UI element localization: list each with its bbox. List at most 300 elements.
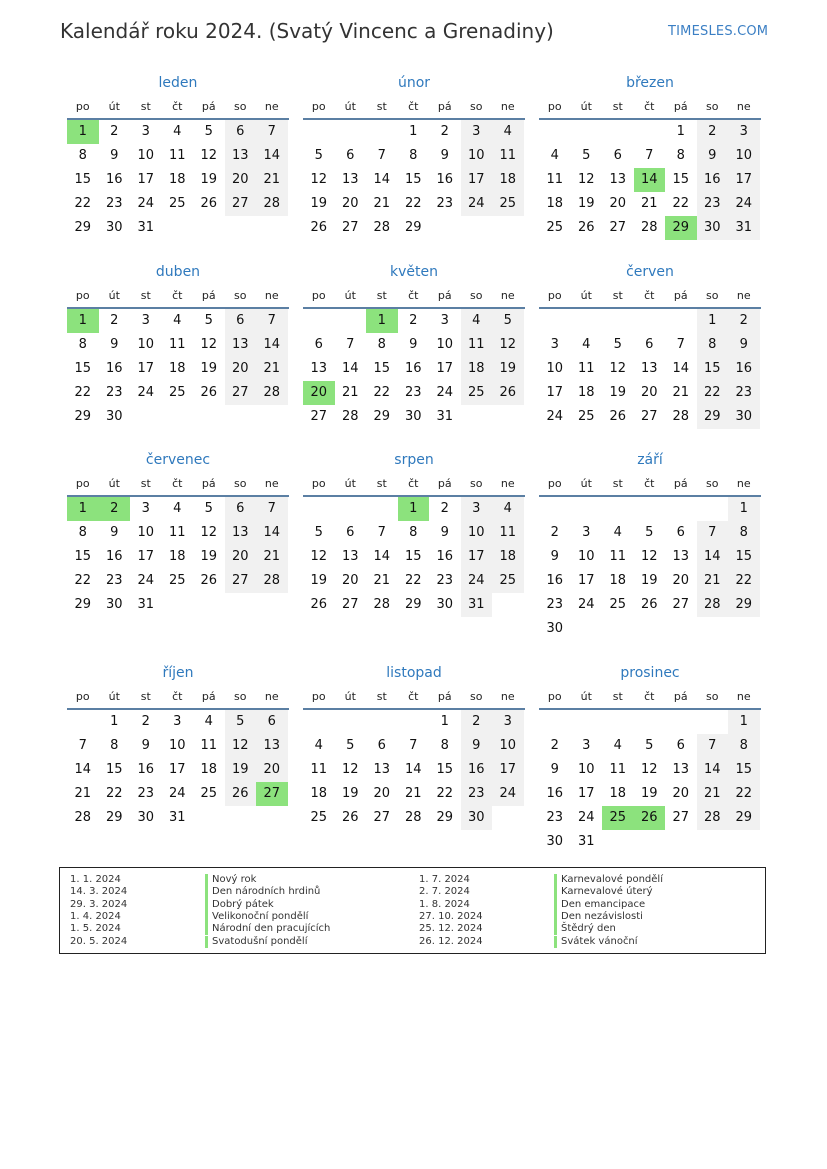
weekday-label: pá	[437, 99, 452, 113]
day-cell: 2	[440, 124, 449, 139]
day-cell: 30	[546, 621, 564, 636]
day-cell: 26	[310, 597, 328, 612]
empty-cell	[602, 120, 634, 144]
day-cell: 20	[640, 385, 658, 400]
week-row	[67, 192, 289, 216]
weekday-label: út	[580, 288, 592, 302]
day-cell: 24	[546, 409, 564, 424]
day-cell: 7	[346, 337, 355, 352]
legend-holiday-name: Dobrý pátek	[205, 899, 274, 911]
day-cell: 25	[310, 810, 328, 825]
day-cell: 31	[577, 834, 595, 849]
empty-cell	[634, 710, 666, 734]
month-5	[303, 261, 525, 429]
day-cell: 20	[609, 196, 627, 211]
day-cell: 15	[404, 549, 422, 564]
day-cell: 7	[78, 738, 87, 753]
day-cell: 21	[640, 196, 658, 211]
day-cell: 28	[256, 381, 288, 405]
day-cell: 15	[74, 549, 92, 564]
weekday-label: st	[140, 288, 151, 302]
day-cell: 22	[672, 196, 690, 211]
weekday-header	[539, 684, 761, 710]
legend-entry	[70, 886, 320, 898]
day-cell: 28	[256, 192, 288, 216]
day-cell: 31	[137, 597, 155, 612]
week-row	[303, 357, 525, 381]
day-cell: 29	[373, 409, 391, 424]
legend-holiday-name: Karnevalové pondělí	[554, 874, 663, 886]
day-cell: 19	[225, 758, 257, 782]
day-cell: 2	[461, 710, 493, 734]
day-cell: 11	[492, 144, 524, 168]
empty-cell	[225, 806, 257, 830]
legend-date: 25. 12. 2024	[419, 923, 483, 935]
week-row	[539, 734, 761, 758]
day-cell: 17	[461, 168, 493, 192]
day-cell: 5	[645, 525, 654, 540]
weekday-label: ne	[736, 476, 751, 490]
day-cell: 28	[404, 810, 422, 825]
day-cell: 27	[373, 810, 391, 825]
day-cell: 14	[256, 144, 288, 168]
day-cell: 4	[550, 148, 559, 163]
weekday-label: út	[344, 99, 356, 113]
month-name: únor	[397, 75, 431, 91]
weekday-label: čt	[172, 288, 183, 302]
day-cell: 5	[613, 337, 622, 352]
legend-date: 1. 8. 2024	[419, 898, 470, 910]
day-cell: 10	[137, 525, 155, 540]
legend-date: 1. 5. 2024	[70, 923, 121, 935]
day-cell: 16	[461, 758, 493, 782]
day-cell: 26	[577, 220, 595, 235]
holiday-day-cell: 20	[303, 381, 335, 405]
day-cell: 10	[461, 521, 493, 545]
month-name: září	[637, 452, 663, 468]
weekday-label: pá	[673, 99, 688, 113]
day-cell: 8	[78, 148, 87, 163]
weekday-label: po	[311, 476, 326, 490]
day-cell: 17	[577, 573, 595, 588]
day-cell: 11	[168, 148, 186, 163]
day-cell: 26	[640, 597, 658, 612]
week-row	[303, 569, 525, 593]
empty-cell	[728, 830, 760, 854]
holiday-day-cell: 25	[602, 806, 634, 830]
day-cell: 29	[697, 405, 729, 429]
day-cell: 15	[74, 172, 92, 187]
day-cell: 29	[105, 810, 123, 825]
day-cell: 16	[105, 172, 123, 187]
day-cell: 24	[461, 192, 493, 216]
day-cell: 30	[546, 834, 564, 849]
day-cell: 9	[440, 525, 449, 540]
day-cell: 22	[728, 782, 760, 806]
day-cell: 10	[577, 549, 595, 564]
week-row	[303, 521, 525, 545]
month-11	[303, 662, 525, 830]
day-cell: 3	[141, 501, 150, 516]
day-cell: 25	[461, 381, 493, 405]
holiday-day-cell: 1	[398, 497, 430, 521]
day-cell: 19	[341, 786, 359, 801]
day-cell: 12	[640, 762, 658, 777]
day-cell: 29	[404, 597, 422, 612]
legend-holiday-name: Národní den pracujících	[205, 923, 330, 935]
weekday-label: čt	[644, 689, 655, 703]
day-cell: 21	[373, 573, 391, 588]
weekday-label: po	[311, 99, 326, 113]
day-cell: 29	[74, 597, 92, 612]
day-cell: 21	[74, 786, 92, 801]
day-cell: 3	[728, 120, 760, 144]
day-cell: 25	[168, 385, 186, 400]
day-cell: 11	[577, 361, 595, 376]
day-cell: 4	[613, 738, 622, 753]
day-cell: 10	[577, 762, 595, 777]
week-row	[539, 521, 761, 545]
empty-cell	[539, 120, 571, 144]
day-cell: 31	[168, 810, 186, 825]
day-cell: 1	[409, 124, 418, 139]
day-cell: 31	[728, 216, 760, 240]
legend-entry	[70, 936, 307, 948]
day-cell: 14	[672, 361, 690, 376]
day-cell: 18	[609, 573, 627, 588]
empty-cell	[539, 710, 571, 734]
legend-entry	[419, 886, 653, 898]
weekday-header	[539, 471, 761, 497]
weekday-label: út	[108, 689, 120, 703]
day-cell: 13	[256, 734, 288, 758]
empty-cell	[193, 806, 225, 830]
day-cell: 1	[676, 124, 685, 139]
legend-date: 1. 4. 2024	[70, 910, 121, 922]
day-cell: 21	[672, 385, 690, 400]
day-cell: 23	[137, 786, 155, 801]
day-cell: 19	[640, 573, 658, 588]
day-cell: 8	[110, 738, 119, 753]
weekday-header	[303, 94, 525, 120]
day-cell: 12	[310, 549, 328, 564]
day-cell: 8	[697, 333, 729, 357]
legend-entry	[419, 911, 643, 923]
week-row	[539, 545, 761, 569]
day-cell: 27	[310, 409, 328, 424]
day-cell: 26	[310, 220, 328, 235]
day-cell: 3	[582, 525, 591, 540]
day-cell: 9	[110, 148, 119, 163]
weekday-header	[539, 94, 761, 120]
day-cell: 19	[609, 385, 627, 400]
day-cell: 23	[546, 810, 564, 825]
day-cell: 12	[225, 734, 257, 758]
day-cell: 17	[728, 168, 760, 192]
weekday-label: čt	[172, 99, 183, 113]
weekday-label: út	[108, 476, 120, 490]
day-cell: 18	[200, 762, 218, 777]
day-cell: 22	[436, 786, 454, 801]
day-cell: 22	[728, 569, 760, 593]
day-cell: 14	[697, 758, 729, 782]
day-cell: 15	[105, 762, 123, 777]
empty-cell	[539, 497, 571, 521]
empty-cell	[335, 120, 367, 144]
day-cell: 4	[173, 124, 182, 139]
weekday-label: po	[311, 689, 326, 703]
weekday-label: ne	[500, 288, 515, 302]
day-cell: 1	[697, 309, 729, 333]
day-cell: 20	[341, 196, 359, 211]
weekday-label: so	[706, 476, 719, 490]
weekday-label: út	[580, 476, 592, 490]
month-name: březen	[626, 75, 674, 91]
month-12	[539, 662, 761, 854]
empty-cell	[602, 617, 634, 641]
holiday-day-cell: 1	[67, 497, 99, 521]
week-row	[67, 758, 289, 782]
weekday-label: ne	[264, 689, 279, 703]
day-cell: 17	[436, 361, 454, 376]
day-cell: 20	[672, 573, 690, 588]
weekday-label: st	[140, 476, 151, 490]
day-cell: 11	[609, 762, 627, 777]
day-cell: 17	[137, 172, 155, 187]
day-cell: 27	[225, 192, 257, 216]
weekday-label: pá	[673, 288, 688, 302]
day-cell: 18	[492, 168, 524, 192]
empty-cell	[697, 497, 729, 521]
holiday-day-cell: 1	[67, 120, 99, 144]
empty-cell	[303, 120, 335, 144]
day-cell: 12	[200, 337, 218, 352]
weekday-label: čt	[172, 689, 183, 703]
day-cell: 17	[546, 385, 564, 400]
day-cell: 18	[168, 172, 186, 187]
day-cell: 18	[461, 357, 493, 381]
weekday-label: čt	[644, 99, 655, 113]
week-row	[67, 710, 289, 734]
empty-cell	[602, 497, 634, 521]
empty-cell	[461, 216, 493, 240]
day-cell: 31	[436, 409, 454, 424]
week-row	[539, 758, 761, 782]
day-cell: 10	[546, 361, 564, 376]
weekday-label: po	[75, 99, 90, 113]
day-cell: 8	[409, 525, 418, 540]
day-cell: 3	[550, 337, 559, 352]
weekday-label: st	[376, 99, 387, 113]
brand-link[interactable]: TIMESLES.COM	[668, 24, 769, 39]
day-cell: 9	[697, 144, 729, 168]
day-cell: 3	[461, 120, 493, 144]
day-cell: 28	[640, 220, 658, 235]
day-cell: 22	[404, 573, 422, 588]
weekday-label: pá	[201, 288, 216, 302]
day-cell: 20	[672, 786, 690, 801]
weekday-header	[67, 94, 289, 120]
day-cell: 24	[577, 810, 595, 825]
day-cell: 24	[728, 192, 760, 216]
day-cell: 15	[373, 361, 391, 376]
day-cell: 28	[373, 597, 391, 612]
empty-cell	[225, 593, 257, 617]
day-cell: 24	[492, 782, 524, 806]
month-1	[67, 72, 289, 240]
day-cell: 6	[676, 525, 685, 540]
week-row	[67, 521, 289, 545]
empty-cell	[256, 806, 288, 830]
holiday-day-cell: 29	[665, 216, 697, 240]
day-cell: 25	[200, 786, 218, 801]
weekday-label: čt	[644, 288, 655, 302]
empty-cell	[162, 216, 194, 240]
empty-cell	[571, 120, 603, 144]
day-cell: 21	[697, 782, 729, 806]
day-cell: 27	[341, 220, 359, 235]
empty-cell	[539, 309, 571, 333]
month-name: prosinec	[620, 665, 680, 681]
month-name: srpen	[394, 452, 434, 468]
day-cell: 7	[377, 148, 386, 163]
day-cell: 18	[609, 786, 627, 801]
day-cell: 17	[577, 786, 595, 801]
weekday-header	[67, 684, 289, 710]
empty-cell	[335, 710, 367, 734]
day-cell: 8	[676, 148, 685, 163]
day-cell: 8	[78, 337, 87, 352]
week-row	[539, 617, 761, 641]
week-row	[539, 144, 761, 168]
day-cell: 13	[640, 361, 658, 376]
day-cell: 13	[609, 172, 627, 187]
day-cell: 2	[440, 501, 449, 516]
day-cell: 2	[728, 309, 760, 333]
day-cell: 4	[173, 313, 182, 328]
weekday-label: st	[376, 689, 387, 703]
week-row	[303, 168, 525, 192]
week-row	[303, 144, 525, 168]
day-cell: 12	[577, 172, 595, 187]
legend-entry	[70, 899, 274, 911]
empty-cell	[602, 309, 634, 333]
day-cell: 3	[141, 124, 150, 139]
week-row	[539, 333, 761, 357]
day-cell: 26	[200, 196, 218, 211]
weekday-label: so	[706, 288, 719, 302]
day-cell: 13	[672, 762, 690, 777]
day-cell: 12	[341, 762, 359, 777]
weekday-label: po	[547, 476, 562, 490]
day-cell: 18	[310, 786, 328, 801]
day-cell: 6	[676, 738, 685, 753]
day-cell: 19	[492, 357, 524, 381]
day-cell: 30	[137, 810, 155, 825]
day-cell: 4	[613, 525, 622, 540]
day-cell: 21	[697, 569, 729, 593]
day-cell: 13	[225, 333, 257, 357]
day-cell: 6	[346, 525, 355, 540]
weekday-header	[67, 283, 289, 309]
weekday-label: so	[706, 99, 719, 113]
day-cell: 6	[645, 337, 654, 352]
weekday-label: so	[234, 476, 247, 490]
day-cell: 2	[550, 525, 559, 540]
day-cell: 16	[436, 549, 454, 564]
weekday-label: st	[612, 689, 623, 703]
empty-cell	[193, 216, 225, 240]
weekday-label: ne	[500, 476, 515, 490]
day-cell: 1	[728, 710, 760, 734]
day-cell: 20	[341, 573, 359, 588]
week-row	[303, 593, 525, 617]
day-cell: 11	[168, 525, 186, 540]
day-cell: 19	[310, 196, 328, 211]
day-cell: 14	[341, 361, 359, 376]
day-cell: 5	[225, 710, 257, 734]
weekday-label: st	[612, 476, 623, 490]
day-cell: 29	[404, 220, 422, 235]
day-cell: 28	[256, 569, 288, 593]
week-row	[539, 710, 761, 734]
weekday-label: po	[547, 689, 562, 703]
month-8	[303, 449, 525, 617]
week-row	[303, 497, 525, 521]
month-6	[539, 261, 761, 429]
day-cell: 29	[728, 806, 760, 830]
week-row	[539, 593, 761, 617]
page-title: Kalendář roku 2024. (Svatý Vincenc a Grenadiny)	[60, 19, 554, 43]
day-cell: 9	[550, 762, 559, 777]
empty-cell	[193, 405, 225, 429]
month-7	[67, 449, 289, 617]
empty-cell	[303, 309, 335, 333]
day-cell: 24	[461, 569, 493, 593]
week-row	[539, 806, 761, 830]
day-cell: 16	[728, 357, 760, 381]
day-cell: 7	[377, 525, 386, 540]
weekday-label: út	[108, 288, 120, 302]
day-cell: 12	[200, 525, 218, 540]
day-cell: 14	[697, 545, 729, 569]
day-cell: 17	[137, 549, 155, 564]
legend-date: 27. 10. 2024	[419, 910, 483, 922]
day-cell: 26	[492, 381, 524, 405]
month-3	[539, 72, 761, 240]
day-cell: 14	[373, 549, 391, 564]
day-cell: 26	[609, 409, 627, 424]
week-row	[303, 381, 525, 405]
month-4	[67, 261, 289, 429]
day-cell: 7	[409, 738, 418, 753]
day-cell: 18	[577, 385, 595, 400]
weekday-label: po	[75, 689, 90, 703]
day-cell: 29	[74, 409, 92, 424]
day-cell: 28	[74, 810, 92, 825]
month-10	[67, 662, 289, 830]
day-cell: 30	[105, 220, 123, 235]
weekday-label: pá	[673, 689, 688, 703]
day-cell: 16	[404, 361, 422, 376]
week-row	[67, 497, 289, 521]
legend-holiday-name: Velikonoční pondělí	[205, 911, 308, 923]
week-row	[67, 734, 289, 758]
day-cell: 22	[74, 573, 92, 588]
day-cell: 16	[546, 573, 564, 588]
holiday-day-cell: 14	[634, 168, 666, 192]
day-cell: 8	[728, 734, 760, 758]
